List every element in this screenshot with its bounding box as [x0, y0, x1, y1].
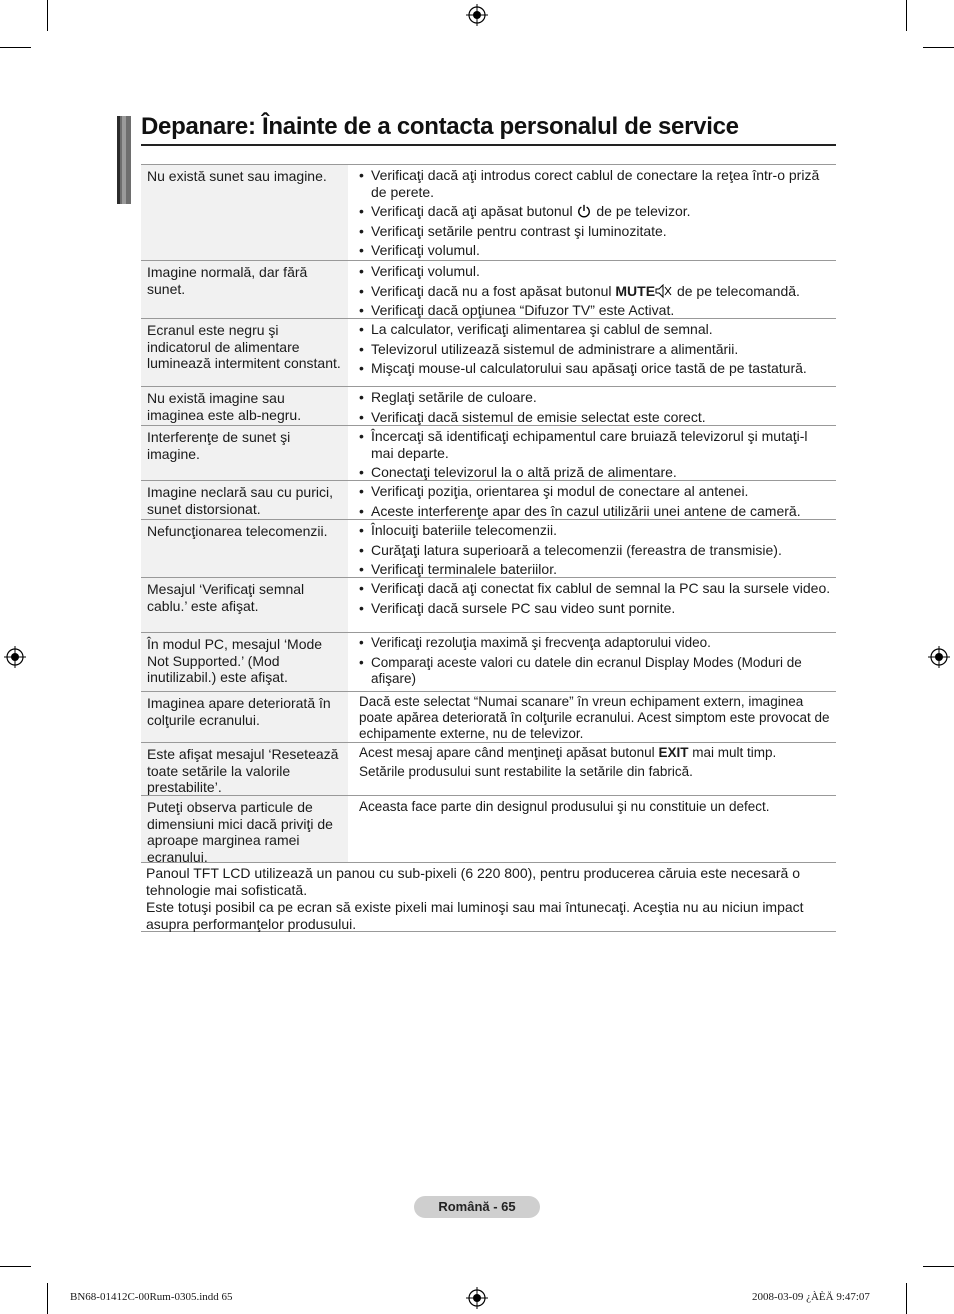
mute-label: MUTE	[615, 282, 656, 299]
remedy-item: • Verificaţi dacă aţi introdus corect cablul de conectare la reţea într-o priză de perete.	[359, 167, 832, 200]
power-icon	[576, 204, 592, 218]
symptom-cell: Puteţi observa particule de dimensiuni mici dacă priviţi de aproape marginea ramei ecranului.	[141, 796, 348, 862]
remedy-item: • Mişcaţi mouse-ul calculatorului sau apăsaţi orice tastă de pe tastatură.	[359, 360, 832, 377]
symptom-cell: În modul PC, mesajul ‘Mode Not Supported.’ (Mod inutilizabil.) este afişat.	[141, 633, 348, 691]
remedy-cell	[348, 165, 836, 260]
remedy-item: • Verificaţi dacă aţi conectat fix cablul de semnal la PC sau la sursele video.	[359, 580, 832, 597]
crop-mark	[47, 0, 48, 31]
page-title: Depanare: Înainte de a contacta personalul de service	[141, 112, 836, 146]
symptom-cell: Nefuncţionarea telecomenzii.	[141, 520, 348, 577]
remedy-item: • Verificaţi poziţia, orientarea şi modul de conectare al antenei.	[359, 483, 832, 500]
symptom-cell: Imaginea apare deteriorată în colţurile ecranului.	[141, 692, 348, 742]
section-sidebar-bar-highlight	[122, 116, 126, 204]
remedy-cell	[348, 796, 836, 862]
crop-mark	[906, 0, 907, 31]
remedy-item: • Verificaţi volumul.	[359, 242, 832, 259]
mute-icon	[655, 284, 673, 298]
crop-mark	[47, 1283, 48, 1314]
remedy-item: • Verificaţi rezoluţia maximă şi frecvenţa adaptorului video.	[359, 635, 832, 652]
registration-mark-icon	[4, 646, 26, 668]
crop-mark	[923, 47, 954, 48]
footer-timestamp: 2008-03-09 ¿ÀÈÄ 9:47:07	[752, 1291, 870, 1303]
registration-mark-icon	[466, 1287, 488, 1309]
table-row	[141, 319, 836, 387]
remedy-item: • Verificaţi dacă aţi apăsat butonul de pe televizor.	[359, 203, 832, 220]
remedy-cell	[348, 633, 836, 691]
remedy-item: • Verificaţi terminalele bateriilor.	[359, 561, 832, 578]
note-paragraph: Panoul TFT LCD utilizează un panou cu sub-pixeli (6 220 800), pentru producerea căruia este necesară o tehnologie mai sofisticată.	[146, 865, 800, 898]
symptom-cell: Interferenţe de sunet şi imagine.	[141, 426, 348, 480]
remedy-cell	[348, 578, 836, 632]
symptom-cell: Ecranul este negru şi indicatorul de alimentare luminează intermitent constant.	[141, 319, 348, 386]
crop-mark	[923, 1266, 954, 1267]
crop-mark	[906, 1283, 907, 1314]
remedy-item: • Verificaţi dacă opţiunea “Difuzor TV” este Activat.	[359, 302, 832, 319]
remedy-cell	[348, 743, 836, 795]
remedy-text: Aceasta face parte din designul produsului şi nu constituie un defect.	[359, 799, 770, 814]
remedy-item: • Conectaţi televizorul la o altă priză de alimentare.	[359, 464, 832, 481]
note-paragraph: Este totuşi posibil ca pe ecran să existe pixeli mai luminoşi sau mai întunecaţi. Aceştia nu au niciun impact asupra performanţelor produsului.	[146, 899, 804, 932]
remedy-item: • Verificaţi dacă sistemul de emisie selectat este corect.	[359, 409, 832, 426]
remedy-text: Setările produsului sunt restabilite la setările din fabrică.	[359, 764, 693, 779]
remedy-item: • Înlocuiţi bateriile telecomenzii.	[359, 522, 832, 539]
remedy-cell	[348, 481, 836, 519]
registration-mark-icon	[466, 4, 488, 26]
registration-mark-icon	[928, 646, 950, 668]
remedy-item: • Comparaţi aceste valori cu datele din ecranul Display Modes (Moduri de afişare)	[359, 655, 832, 688]
table-row	[141, 387, 836, 426]
remedy-item: • Reglaţi setările de culoare.	[359, 389, 832, 406]
remedy-cell	[348, 426, 836, 480]
remedy-item: • Verificaţi setările pentru contrast şi luminozitate.	[359, 223, 832, 240]
remedy-text: Dacă este selectat “Numai scanare” în vreun echipament extern, imaginea poate apărea deteriorată în colţurile ecranului. Acest simptom este provocat de echipamente externe, nu de televizor.	[359, 694, 830, 741]
exit-label: EXIT	[658, 745, 689, 760]
table-row	[141, 743, 836, 796]
troubleshooting-table	[141, 164, 836, 932]
symptom-cell: Este afişat mesajul ‘Resetează toate setările la valorile prestabilite’.	[141, 743, 348, 795]
symptom-cell: Nu există sunet sau imagine.	[141, 165, 348, 260]
symptom-cell: Imagine normală, dar fără sunet.	[141, 261, 348, 318]
remedy-item: • Verificaţi dacă sursele PC sau video sunt pornite.	[359, 600, 832, 617]
remedy-item: • Curăţaţi latura superioară a telecomenzii (fereastra de transmisie).	[359, 542, 832, 559]
symptom-cell: Imagine neclară sau cu purici, sunet distorsionat.	[141, 481, 348, 519]
symptom-cell: Mesajul ‘Verificaţi semnal cablu.’ este afişat.	[141, 578, 348, 632]
page-number-badge: Română - 65	[414, 1196, 540, 1218]
table-row	[141, 481, 836, 520]
remedy-item: • Televizorul utilizează sistemul de administrare a alimentării.	[359, 341, 832, 358]
remedy-cell	[348, 387, 836, 425]
footer-filename: BN68-01412C-00Rum-0305.indd 65	[70, 1291, 233, 1303]
table-row	[141, 796, 836, 863]
table-row	[141, 165, 836, 261]
table-row	[141, 633, 836, 692]
table-row	[141, 578, 836, 633]
remedy-cell	[348, 319, 836, 386]
lcd-pixel-note	[141, 863, 836, 932]
crop-mark	[0, 1266, 31, 1267]
remedy-item: • Verificaţi volumul.	[359, 263, 832, 280]
remedy-item: • Aceste interferenţe apar des în cazul utilizării unei antene de cameră.	[359, 503, 832, 520]
remedy-item: • La calculator, verificaţi alimentarea şi cablul de semnal.	[359, 321, 832, 338]
table-row	[141, 692, 836, 743]
remedy-cell	[348, 520, 836, 577]
remedy-cell	[348, 261, 836, 318]
remedy-cell	[348, 692, 836, 742]
remedy-item: • Verificaţi dacă nu a fost apăsat butonul MUTE de pe telecomandă.	[359, 283, 832, 300]
remedy-text: Acest mesaj apare când menţineţi apăsat butonul EXIT mai mult timp.	[359, 745, 777, 760]
crop-mark	[0, 47, 31, 48]
table-row	[141, 261, 836, 319]
table-row	[141, 520, 836, 578]
remedy-item: • Încercaţi să identificaţi echipamentul care bruiază televizorul şi mutaţi-l mai departe.	[359, 428, 832, 461]
symptom-cell: Nu există imagine sau imaginea este alb-negru.	[141, 387, 348, 425]
table-row	[141, 426, 836, 481]
